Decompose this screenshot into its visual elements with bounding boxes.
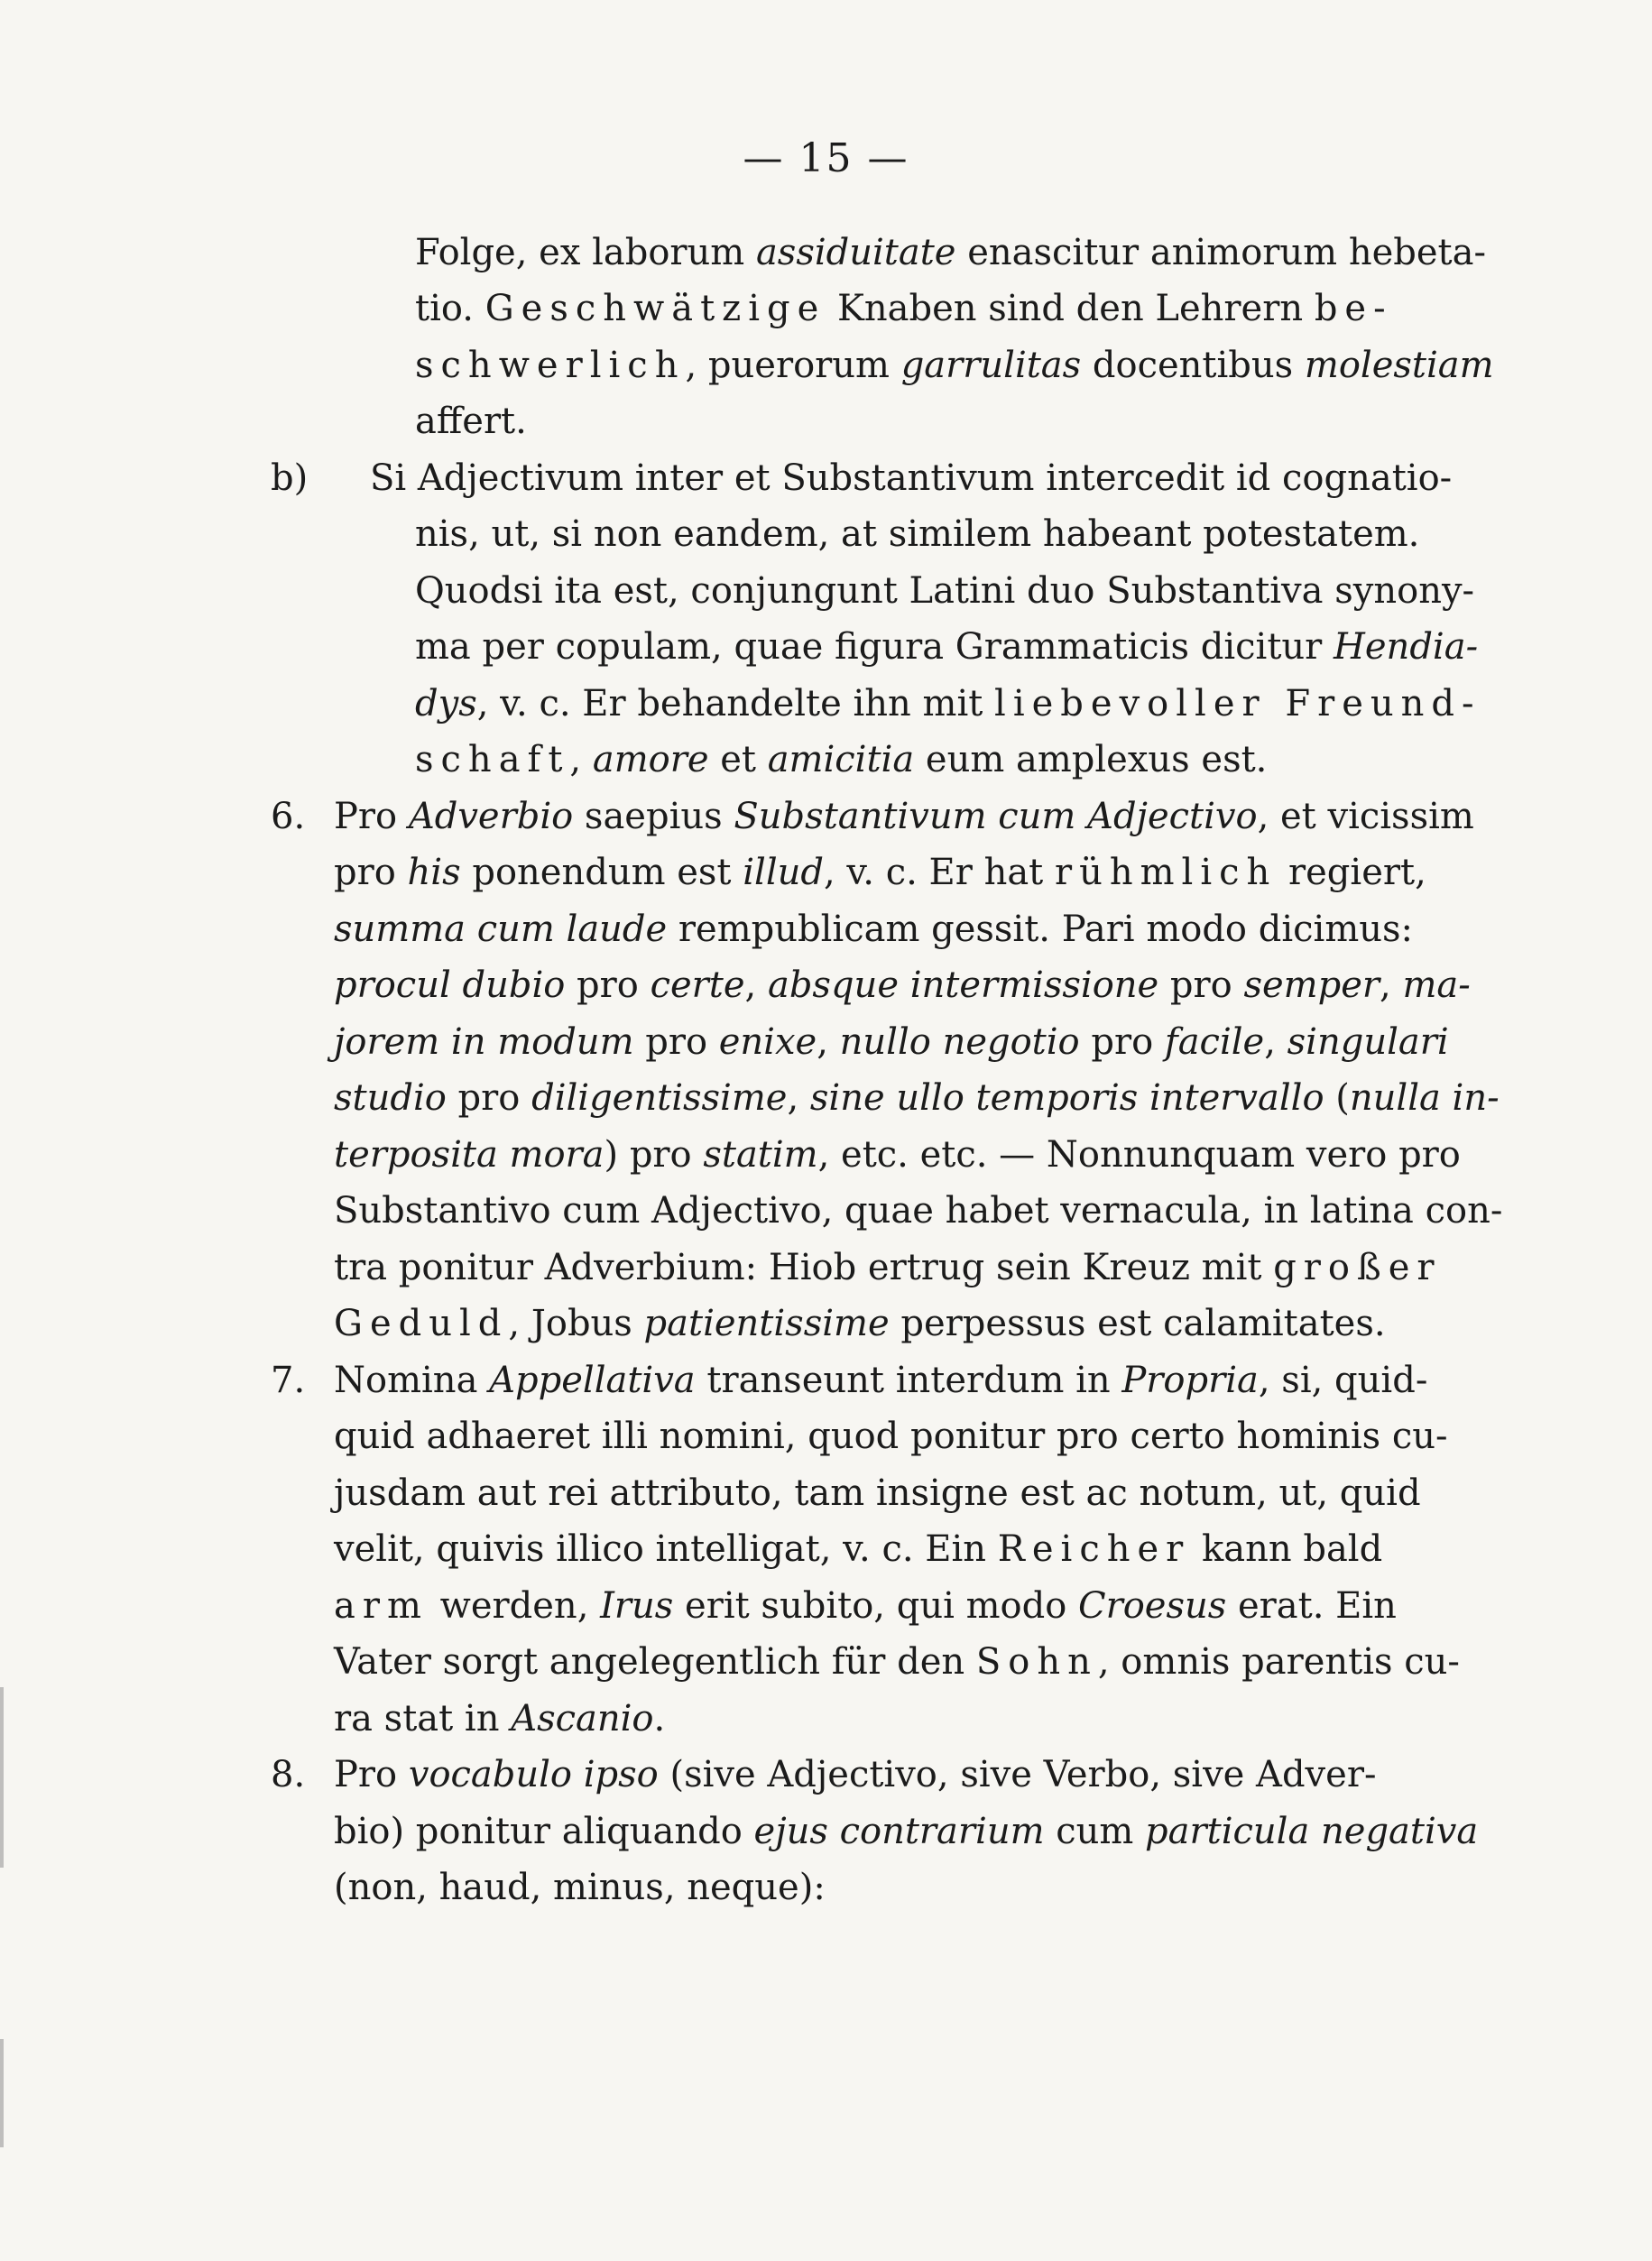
italic-text: Irus xyxy=(600,1585,674,1627)
text-line xyxy=(334,1698,666,1740)
text-run: ma per copulam, quae figura Grammaticis dicitur xyxy=(415,626,1334,668)
list-marker: 7. xyxy=(271,1360,306,1401)
spaced-text: rühmlich xyxy=(1054,852,1278,893)
text-run: , Jobus xyxy=(508,1303,644,1344)
italic-text: semper xyxy=(1243,964,1380,1006)
italic-text: singulari xyxy=(1287,1021,1449,1063)
text-run: , et vicissim xyxy=(1257,796,1474,837)
italic-text: studio xyxy=(334,1077,447,1119)
italic-text: illud xyxy=(743,852,824,893)
italic-text: dys xyxy=(415,683,477,724)
italic-text: nulla in- xyxy=(1349,1077,1500,1119)
text-line xyxy=(415,232,1486,273)
text-run: ponendum est xyxy=(460,852,743,893)
text-run: tio. xyxy=(415,288,485,329)
text-run: affert. xyxy=(415,401,527,442)
italic-text: statim xyxy=(703,1134,818,1176)
text-line xyxy=(334,1247,1442,1288)
text-line xyxy=(334,1641,1460,1683)
text-line xyxy=(334,1472,1421,1514)
text-run: pro xyxy=(1158,964,1244,1006)
text-run: , omnis parentis cu- xyxy=(1097,1641,1460,1683)
text-run: , xyxy=(1380,964,1403,1006)
italic-text: Hendia- xyxy=(1334,626,1479,668)
text-run: saepius xyxy=(573,796,734,837)
italic-text: ma- xyxy=(1402,964,1471,1006)
text-run: velit, quivis illico intelligat, v. c. Ein xyxy=(334,1528,998,1570)
text-run: , puerorum xyxy=(685,345,901,386)
text-line xyxy=(415,288,1393,329)
text-run: pro xyxy=(334,852,408,893)
italic-text: sine ullo temporis intervallo xyxy=(809,1077,1324,1119)
text-run: , v. c. Er behandelte ihn mit xyxy=(476,683,995,724)
text-line xyxy=(334,1021,1449,1063)
italic-text: certe xyxy=(650,964,745,1006)
text-run: rempublicam gessit. Pari modo dicimus: xyxy=(667,909,1414,950)
text-line xyxy=(334,1585,1397,1627)
text-line xyxy=(334,854,1426,891)
text-line xyxy=(271,796,1474,837)
scan-edge-mark xyxy=(0,1687,4,1868)
spaced-text: arm xyxy=(334,1585,429,1627)
text-line xyxy=(415,570,1475,612)
italic-text: amore xyxy=(592,739,709,780)
italic-text: garrulitas xyxy=(900,345,1082,386)
text-line xyxy=(334,1813,1478,1850)
text-line xyxy=(415,345,1494,386)
text-run: , etc. etc. — Nonnunquam vero pro xyxy=(817,1134,1461,1176)
spaced-text: großer xyxy=(1273,1247,1442,1288)
list-marker: b) xyxy=(271,457,309,499)
spaced-text: Geschwätzige xyxy=(485,288,826,329)
list-marker: 8. xyxy=(271,1754,306,1795)
spaced-text: be- xyxy=(1314,288,1393,329)
text-run: bio) ponitur aliquando xyxy=(334,1811,754,1852)
italic-text: absque intermissione xyxy=(767,964,1159,1006)
text-run: Folge, ex laborum xyxy=(415,232,756,273)
text-run: erit subito, qui modo xyxy=(673,1585,1078,1627)
text-run: werden, xyxy=(428,1585,601,1627)
text-run: docentibus xyxy=(1081,345,1305,386)
italic-text: vocabulo ipso xyxy=(408,1754,659,1795)
text-run: ( xyxy=(1324,1077,1350,1119)
text-run: Quodsi ita est, conjungunt Latini duo Substantiva synony- xyxy=(415,570,1475,612)
text-run: enascitur animorum hebeta- xyxy=(955,232,1486,273)
text-run: Vater sorgt angelegentlich für den xyxy=(334,1641,976,1683)
text-run: ra stat in xyxy=(334,1698,512,1740)
spaced-text: liebevoller Freund- xyxy=(994,683,1481,724)
text-line xyxy=(415,683,1481,724)
italic-text: terposita mora xyxy=(334,1134,605,1176)
text-run: , xyxy=(787,1077,810,1119)
text-run: , v. c. Er hat xyxy=(823,852,1055,893)
italic-text: Substantivum cum Adjectivo xyxy=(734,796,1258,837)
italic-text: enixe xyxy=(718,1021,817,1063)
list-marker: 6. xyxy=(271,796,306,837)
text-line xyxy=(415,739,1268,780)
text-line xyxy=(271,457,1453,499)
text-line xyxy=(334,1528,1383,1570)
spaced-text: Reicher xyxy=(997,1528,1191,1570)
italic-text: assiduitate xyxy=(755,232,956,273)
text-run: (non, haud, minus, neque): xyxy=(334,1867,826,1908)
text-line xyxy=(334,1190,1503,1232)
italic-text: amicitia xyxy=(767,739,915,780)
text-run: . xyxy=(653,1698,666,1740)
text-run: (sive Adjectivo, sive Verbo, sive Adver- xyxy=(658,1754,1377,1795)
text-run: transeunt interdum in xyxy=(695,1360,1122,1401)
text-run: tra ponitur Adverbium: Hiob ertrug sein Kreuz mit xyxy=(334,1247,1274,1288)
italic-text: Croesus xyxy=(1078,1585,1227,1627)
text-run: erat. Ein xyxy=(1226,1585,1397,1627)
text-run: Si Adjectivum inter et Substantivum intercedit id cognatio- xyxy=(370,457,1453,499)
text-run: , xyxy=(744,964,768,1006)
text-run: jusdam aut rei attributo, tam insigne est ac notum, ut, quid xyxy=(334,1472,1421,1514)
text-run: Substantivo cum Adjectivo, quae habet vernacula, in latina con- xyxy=(334,1190,1503,1232)
text-run: eum amplexus est. xyxy=(914,739,1268,780)
text-line xyxy=(334,1869,826,1906)
text-run: , si, quid- xyxy=(1258,1360,1428,1401)
spaced-text: schaft xyxy=(415,739,570,780)
text-run: Pro xyxy=(334,796,409,837)
italic-text: facile xyxy=(1164,1021,1265,1063)
italic-text: Propria xyxy=(1121,1360,1259,1401)
text-run: , xyxy=(1264,1021,1287,1063)
spaced-text: Geduld xyxy=(334,1303,509,1344)
text-line xyxy=(415,626,1479,668)
italic-text: patientissime xyxy=(643,1303,890,1344)
text-run: , xyxy=(569,739,593,780)
spaced-text: schwerlich xyxy=(415,345,686,386)
italic-text: particula negativa xyxy=(1145,1811,1479,1852)
text-line xyxy=(334,1077,1500,1119)
italic-text: Appellativa xyxy=(489,1360,696,1401)
text-run: cum xyxy=(1044,1811,1146,1852)
italic-text: ejus contrarium xyxy=(753,1811,1045,1852)
text-line xyxy=(334,1303,1386,1344)
text-run: ) pro xyxy=(604,1134,704,1176)
text-run: regiert, xyxy=(1277,852,1426,893)
text-run: Nomina xyxy=(334,1360,490,1401)
italic-text: diligentissime xyxy=(531,1077,788,1119)
italic-text: procul dubio xyxy=(334,964,566,1006)
scan-edge-mark xyxy=(0,2039,4,2147)
text-line xyxy=(334,1416,1448,1457)
italic-text: summa cum laude xyxy=(334,909,668,950)
page-number: — 15 — xyxy=(743,135,909,181)
text-line xyxy=(334,909,1414,950)
text-run: kann bald xyxy=(1190,1528,1383,1570)
italic-text: jorem in modum xyxy=(334,1021,634,1063)
text-line xyxy=(271,1360,1428,1401)
italic-text: Adverbio xyxy=(408,796,574,837)
italic-text: molestiam xyxy=(1304,345,1494,386)
text-run: Knaben sind den Lehrern xyxy=(826,288,1315,329)
text-run: et xyxy=(708,739,768,780)
text-run: pro xyxy=(446,1077,532,1119)
text-run: pro xyxy=(565,964,651,1006)
text-line xyxy=(334,964,1471,1006)
italic-text: nullo negotio xyxy=(839,1021,1080,1063)
italic-text: Ascanio xyxy=(511,1698,654,1740)
text-run: pro xyxy=(1079,1021,1165,1063)
text-line xyxy=(415,401,527,442)
text-line xyxy=(271,1754,1377,1795)
spaced-text: Sohn xyxy=(975,1641,1098,1683)
text-run: quid adhaeret illi nomini, quod ponitur pro certo hominis cu- xyxy=(334,1416,1448,1457)
text-line xyxy=(415,513,1420,555)
text-run: nis, ut, si non eandem, at similem habeant potestatem. xyxy=(415,513,1420,555)
text-run: Pro xyxy=(334,1754,409,1795)
italic-text: his xyxy=(407,852,461,893)
text-line xyxy=(334,1134,1461,1176)
text-run: pro xyxy=(633,1021,719,1063)
text-run: , xyxy=(817,1021,840,1063)
text-run: perpessus est calamitates. xyxy=(889,1303,1386,1344)
